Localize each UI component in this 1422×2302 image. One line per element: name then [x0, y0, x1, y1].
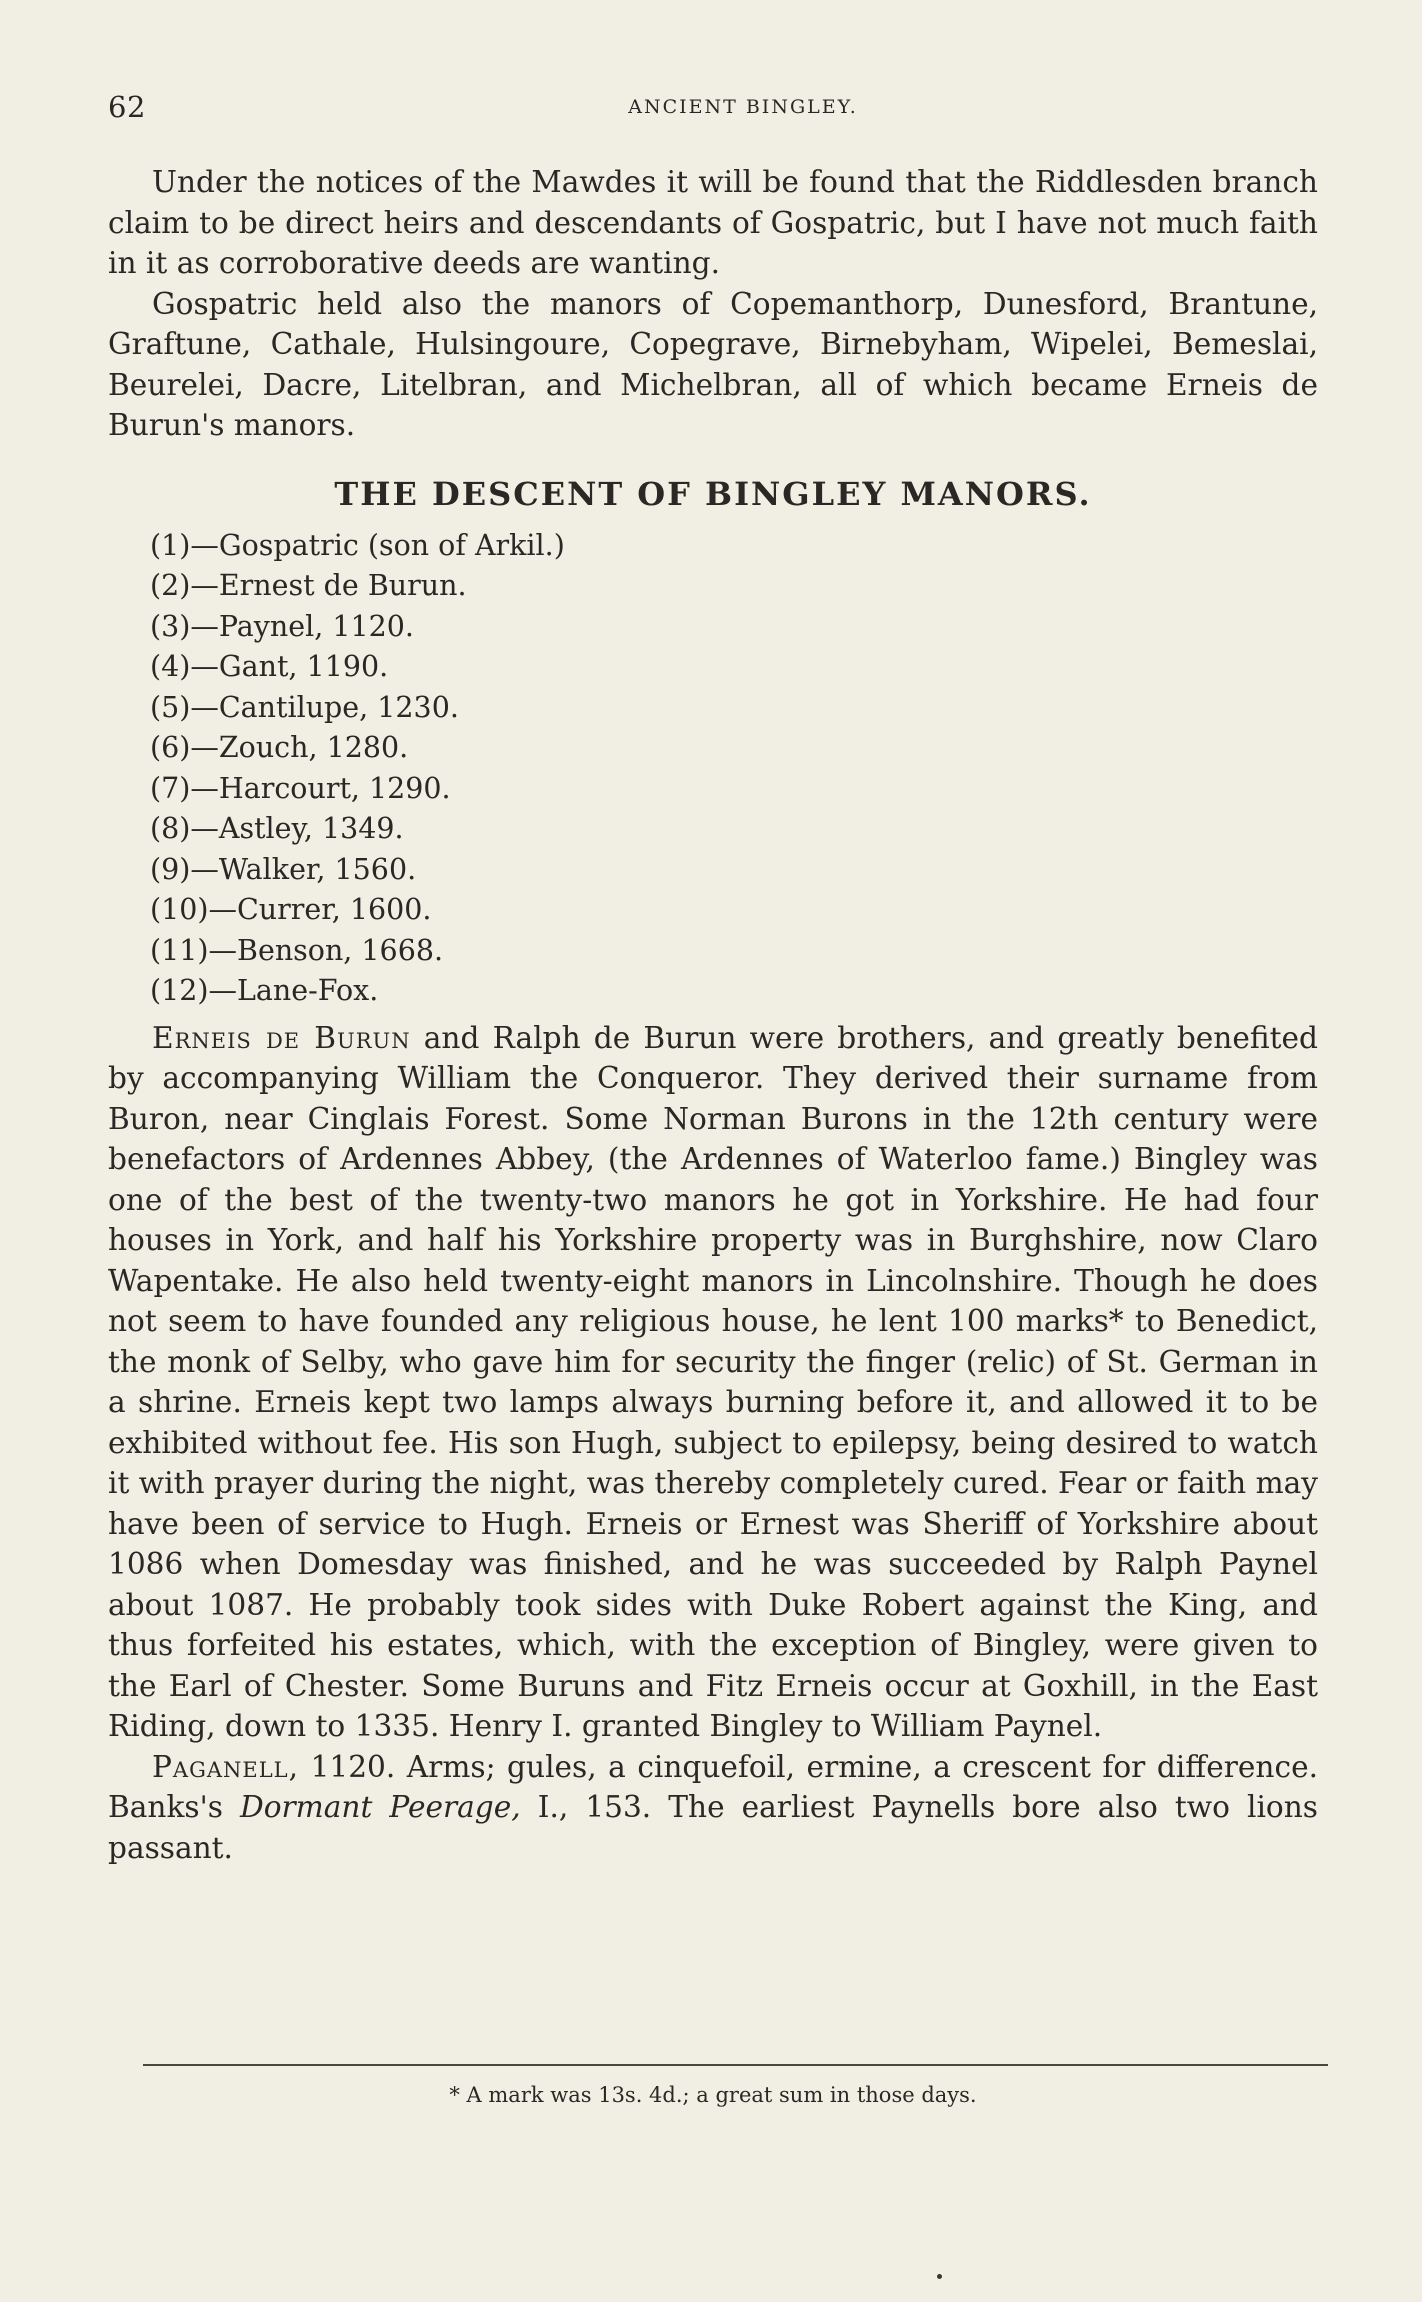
page-number: 62	[108, 90, 146, 124]
descent-heading: THE DESCENT OF BINGLEY MANORS.	[334, 474, 1092, 513]
erneis-paragraph	[108, 1018, 1318, 1747]
list-item: (12)—Lane-Fox.	[150, 974, 379, 1007]
list-item: (2)—Ernest de Burun.	[150, 569, 467, 602]
list-item: (6)—Zouch, 1280.	[150, 731, 409, 764]
paganell-text-after: I., 153. The earliest Paynells bore also two lions passant.	[108, 1790, 1318, 1865]
body-text	[108, 162, 1318, 1868]
list-item: (10)—Currer, 1600.	[150, 893, 432, 926]
list-item: (9)—Walker, 1560.	[150, 852, 417, 886]
paganell-paragraph	[108, 1747, 1318, 1869]
page-header	[108, 90, 1318, 130]
paganell-italic-title: Dormant Peerage,	[239, 1790, 521, 1824]
footnote: * A mark was 13s. 4d.; a great sum in those days.	[449, 2083, 977, 2107]
descent-list	[150, 526, 1318, 1012]
list-item: (1)—Gospatric (son of Arkil.)	[150, 528, 565, 562]
footnote-rule	[143, 2064, 1328, 2066]
list-item: (7)—Harcourt, 1290.	[150, 771, 451, 805]
paganell-lead: Paganell,	[152, 1749, 300, 1784]
list-item: (11)—Benson, 1668.	[150, 933, 444, 967]
list-item: (8)—Astley, 1349.	[150, 812, 404, 845]
intro-paragraph-2: Gospatric held also the manors of Copemanthorp, Dunesford, Brantune, Graftune, Cathale, Hulsingoure, Copegrave, Birnebyham, Wipelei, Bemeslai, Beurelei, Dacre, Litelbran, and Michelbran, all of which became Erneis de Burun's manors.	[108, 286, 1318, 442]
erneis-lead: Erneis de Burun	[152, 1020, 411, 1055]
list-item: (4)—Gant, 1190.	[150, 650, 389, 683]
intro-paragraph-1: Under the notices of the Mawdes it will be found that the Riddlesden branch claim to be direct heirs and descendants of Gospatric, but I have not much faith in it as corroborative deeds are wanting.	[108, 165, 1318, 280]
list-item: (5)—Cantilupe, 1230.	[150, 690, 459, 724]
running-title: ANCIENT BINGLEY.	[628, 96, 858, 118]
paganell-text-before: 1120. Arms; gules, a cinquefoil, ermine, a crescent for difference. Banks's	[108, 1749, 1318, 1824]
list-item: (3)—Paynel, 1120.	[150, 609, 414, 643]
erneis-text: and Ralph de Burun were brothers, and greatly benefited by accompanying William the Conqueror. They derived their surname from Buron, near Cinglais Forest. Some Norman Burons in the 12th century were benefactors of Ardennes Abbey, (the Ardennes of Waterloo fame.) Bingley was one of the best of the twenty-two manors he got in Yorkshire. He had four houses in York, and half his Yorkshire property was in Burghshire, now Claro Wapentake. He also held twenty-eight manors in Lincolnshire. Though he does not seem to have founded any religious house, he lent 100 marks* to Benedict, the monk of Selby, who gave him for security the finger (relic) of St. German in a shrine. Erneis kept two lamps always burning before it, and allowed it to be exhibited without fee. His son Hugh, subject to epilepsy, being desired to watch it with prayer during the night, was thereby completely cured. Fear or faith may have been of service to Hugh. Erneis or Ernest was Sheriff of Yorkshire about 1086 when Domesday was finished, and he was succeeded by Ralph Paynel about 1087. He probably took sides with Duke Robert against the King, and thus forfeited his estates, which, with the exception of Bingley, were given to the Earl of Chester. Some Buruns and Fitz Erneis occur at Goxhill, in the East Riding, down to 1335. Henry I. granted Bingley to William Paynel.	[108, 1020, 1318, 1743]
print-speck	[937, 2274, 942, 2279]
